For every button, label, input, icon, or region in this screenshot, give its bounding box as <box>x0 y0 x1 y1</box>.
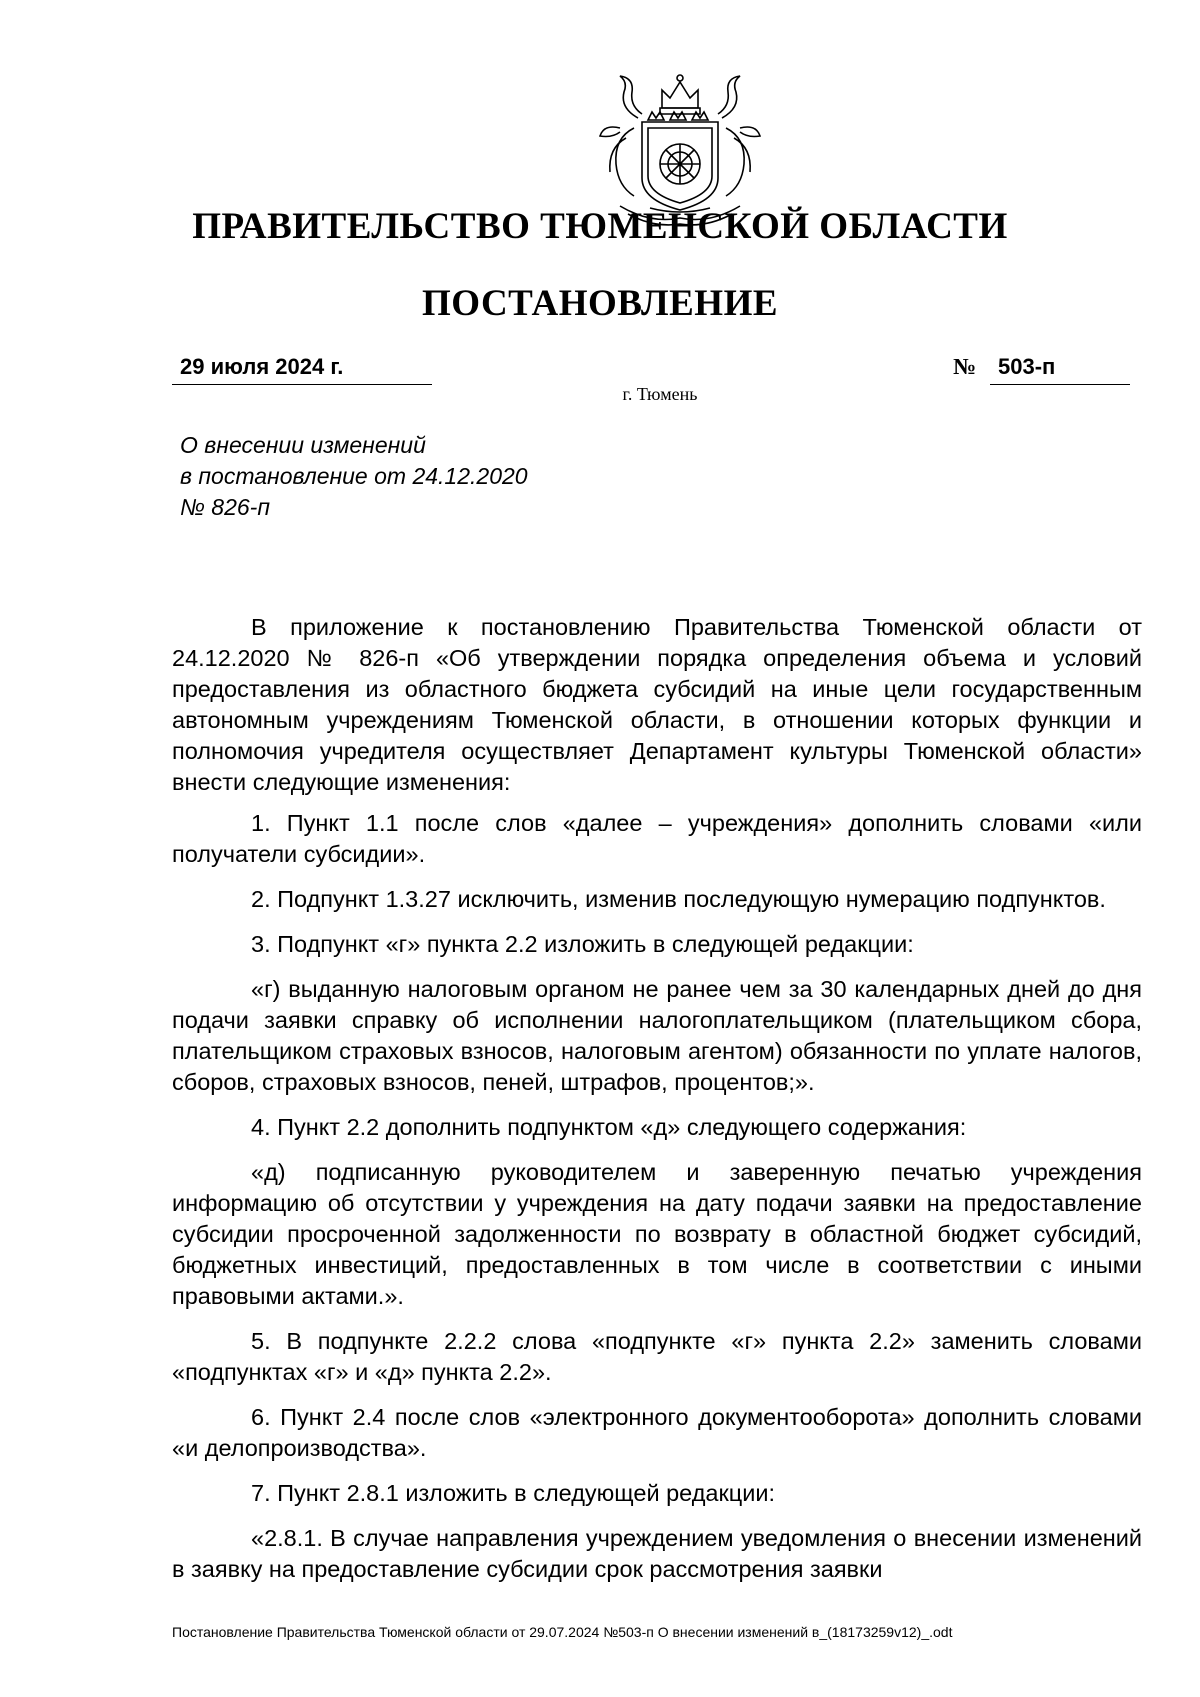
amendment-item: 6. Пункт 2.4 после слов «электронного документооборота» дополнить словами «и делопроизводства». <box>172 1404 1142 1461</box>
amendment-item: «г) выданную налоговым органом не ранее чем за 30 календарных дней до дня подачи заявки справку об исполнении налогоплательщиком (плательщиком сбора, плательщиком страховых взносов, налоговым агентом) обязанности по уплате налогов, сборов, страховых взносов, пеней, штрафов, процентов;». <box>172 976 1142 1095</box>
organization-title: ПРАВИТЕЛЬСТВО ТЮМЕНСКОЙ ОБЛАСТИ <box>192 206 1008 247</box>
subject-line: О внесении изменений <box>180 432 426 458</box>
page-footer: Постановление Правительства Тюменской области от 29.07.2024 №503-п О внесении изменений в_(18173259v12)_.odt <box>172 1624 953 1640</box>
document-number: 503-п <box>998 354 1056 379</box>
amendment-item: 2. Подпункт 1.3.27 исключить, изменив последующую нумерацию подпунктов. <box>251 886 1106 912</box>
amendment-item: 1. Пункт 1.1 после слов «далее – учреждения» дополнить словами «или получатели субсидии». <box>172 810 1142 867</box>
intro-paragraph: В приложение к постановлению Правительства Тюменской области от 24.12.2020 № 826-п «Об утверждении порядка определения объема и условий предоставления из областного бюджета субсидий на иные цели государственным автономным учреждениям Тюменской области, в отношении которых функции и полномочия учредителя осуществляет Департамент культуры Тюменской области» внести следующие изменения: <box>172 614 1142 795</box>
amendment-item: 3. Подпункт «г» пункта 2.2 изложить в следующей редакции: <box>251 931 914 957</box>
document-number-field <box>990 354 1130 385</box>
subject-line: в постановление от 24.12.2020 <box>180 463 528 489</box>
amendment-item: 4. Пункт 2.2 дополнить подпунктом «д» следующего содержания: <box>251 1114 967 1140</box>
document-date-field <box>172 354 432 385</box>
number-sign: № <box>953 354 977 379</box>
document-kind-title: ПОСТАНОВЛЕНИЕ <box>421 283 779 324</box>
amendment-item: 7. Пункт 2.8.1 изложить в следующей редакции: <box>251 1480 776 1506</box>
document-body <box>172 612 1142 1599</box>
amendment-item: «2.8.1. В случае направления учреждением уведомления о внесении изменений в заявку на предоставление субсидии срок рассмотрения заявки <box>172 1525 1142 1582</box>
amendment-item: 5. В подпункте 2.2.2 слова «подпункте «г» пункта 2.2» заменить словами «подпунктах «г» и «д» пункта 2.2». <box>172 1328 1142 1385</box>
document-subject <box>180 430 640 523</box>
amendment-item: «д) подписанную руководителем и заверенную печатью учреждения информацию об отсутствии у учреждения на дату подачи заявки на предоставление субсидии просроченной задолженности по возврату в областной бюджет субсидий, бюджетных инвестиций, предоставленных в том числе в соответствии с иными правовыми актами.». <box>172 1159 1142 1309</box>
document-date: 29 июля 2024 г. <box>180 354 344 379</box>
subject-line: № 826-п <box>180 494 270 520</box>
document-city: г. Тюмень <box>622 384 698 404</box>
